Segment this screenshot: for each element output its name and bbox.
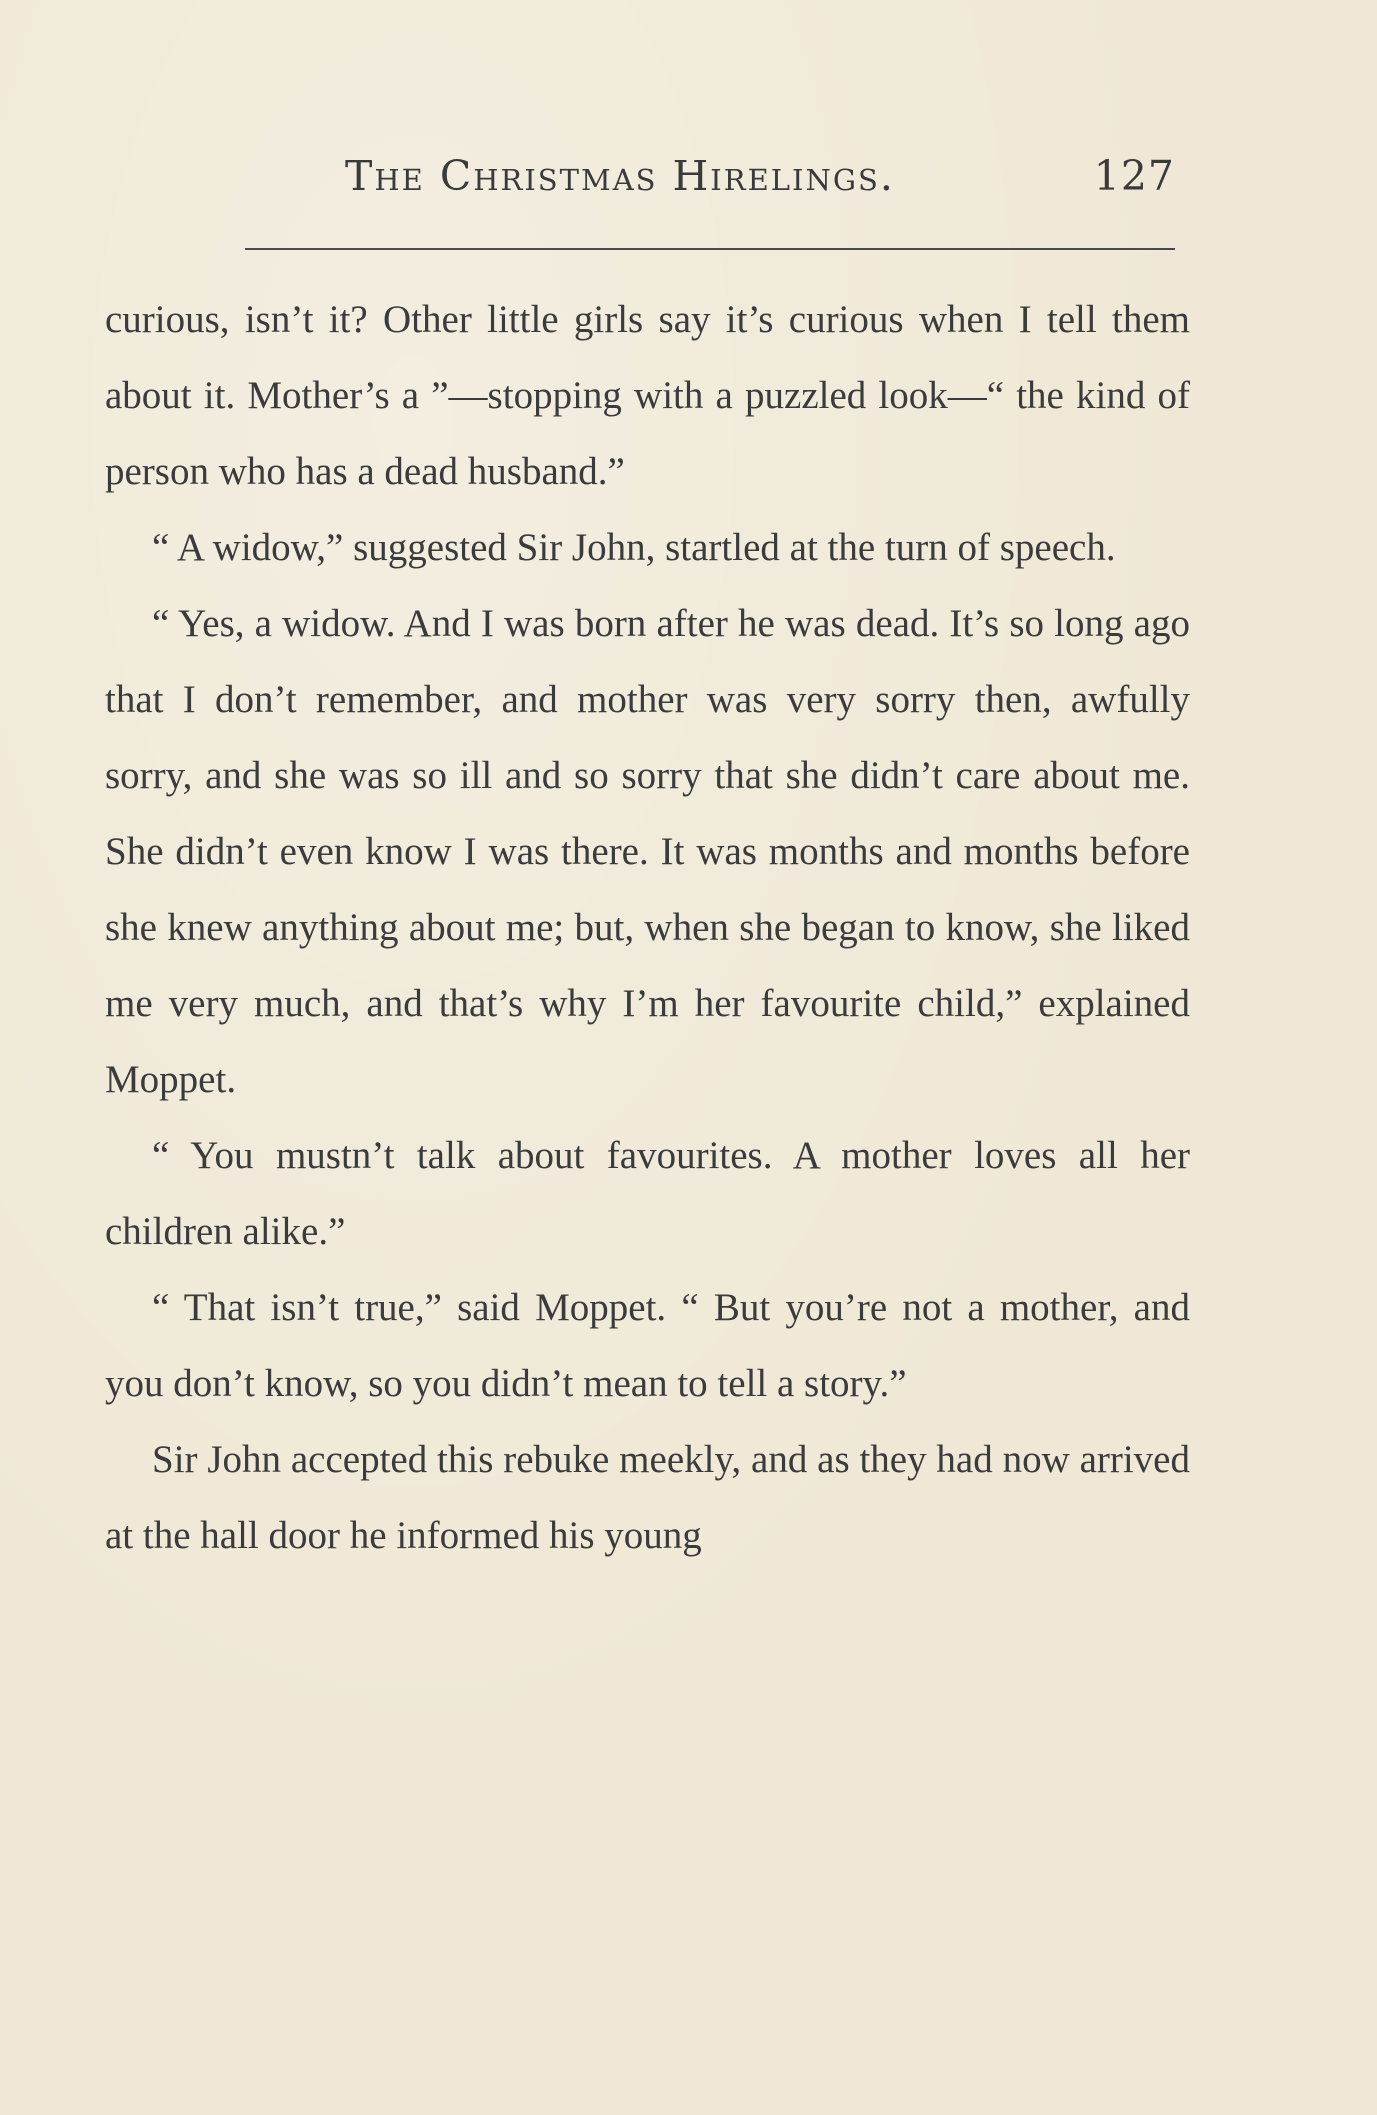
paragraph: “ That isn’t true,” said Moppet. “ But you’re not a mother, and you don’t know, so you didn’t mean to tell a story.” <box>105 1286 1190 1405</box>
running-title: The Christmas Hirelings. <box>345 152 895 200</box>
body-text <box>105 282 1190 1574</box>
page-header <box>105 152 1175 222</box>
paragraph: “ You mustn’t talk about favourites. A mother loves all her children alike.” <box>105 1134 1190 1253</box>
paragraph: “ Yes, a widow. And I was born after he was dead. It’s so long ago that I don’t remember, and mother was very sorry then, awfully sorry, and she was so ill and so sorry that she didn’t care about me. She didn’t even know I was there. It was months and months before she knew anything about me; but, when she began to know, she liked me very much, and that’s why I’m her favourite child,” explained Moppet. <box>105 602 1190 1101</box>
paragraph-continuation: curious, isn’t it? Other little girls say it’s curious when I tell them about it. Mother’s a ”—stopping with a puzzled look—“ the kind of person who has a dead husband.” <box>105 298 1190 493</box>
page-number: 127 <box>1093 152 1175 200</box>
header-rule <box>245 248 1175 250</box>
paragraph: Sir John accepted this rebuke meekly, and as they had now arrived at the hall door he informed his young <box>105 1438 1190 1557</box>
paragraph: “ A widow,” suggested Sir John, startled at the turn of speech. <box>152 526 1116 569</box>
